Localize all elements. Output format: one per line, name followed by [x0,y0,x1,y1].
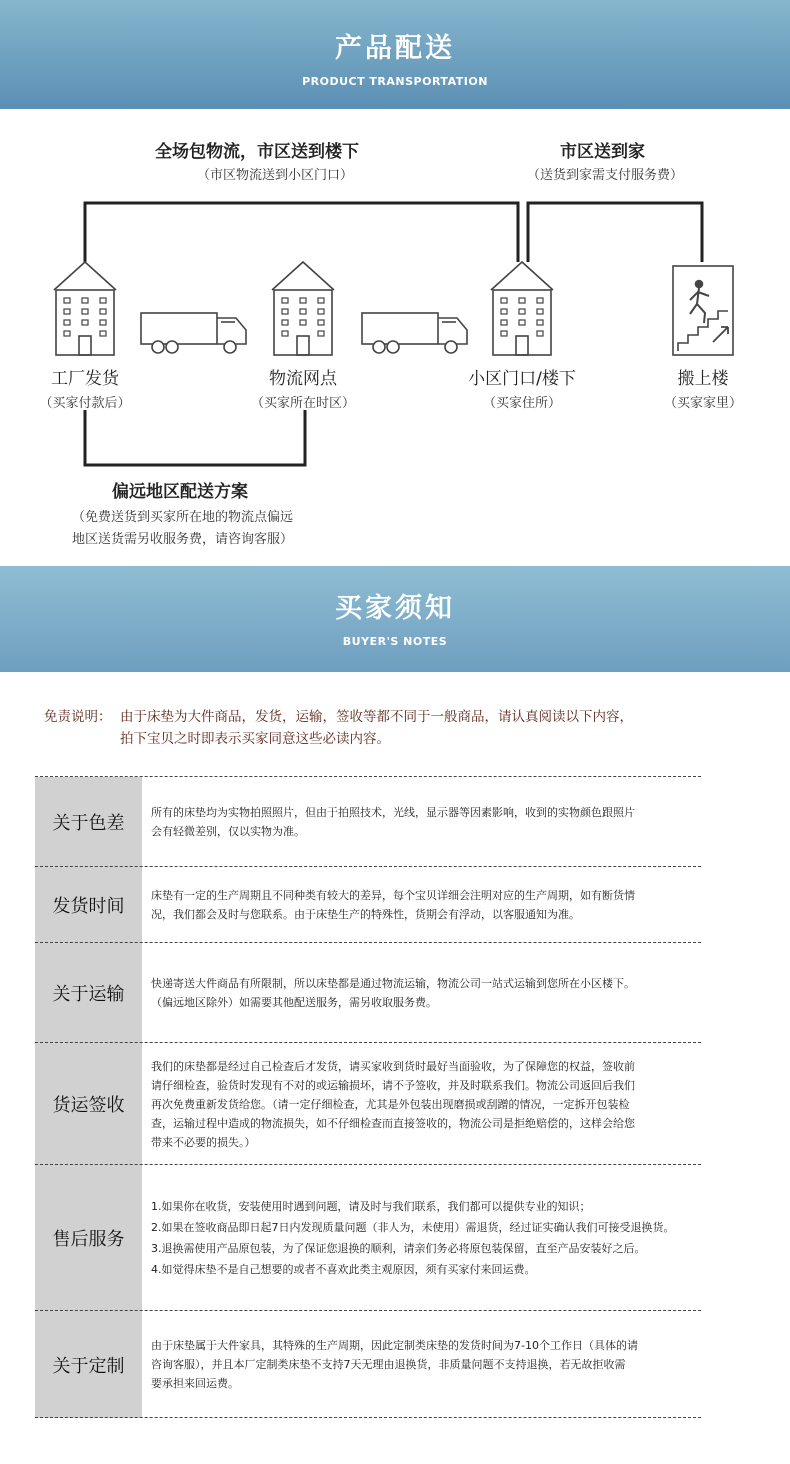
note-line: 所有的床垫均为实物拍照照片，但由于拍照技术，光线，显示器等因素影响，收到的实物颜色跟照片 [151,806,635,819]
disclaimer [44,706,633,750]
note-line: 带来不必要的损失。） [151,1135,256,1149]
home-delivery-note: （送货到家需支付服务费） [527,168,684,183]
note-line: 2.如果在签收商品即日起7日内发现质量问题（非人为，未使用）需退货，经过证实确认我们可接受退换货。 [151,1221,675,1234]
city-delivery-note: （市区物流送到小区门口） [197,168,354,183]
transport-node [442,364,602,411]
node-label: 工厂发货 [51,369,119,389]
truck-icon [362,313,467,353]
notes-bottom-divider [35,1417,701,1418]
node-label: 小区门口/楼下 [468,369,576,389]
transport-diagram [0,190,790,480]
note-text [151,1311,707,1418]
note-label: 发货时间 [35,867,142,943]
city-delivery-bracket [85,203,518,262]
remote-plan-title: 偏远地区配送方案 [112,482,248,502]
remote-note-line: 地区送货需另收服务费，请咨询客服） [72,532,294,547]
note-line: 1.如果你在收货，安装使用时遇到问题，请及时与我们联系，我们都可以提供专业的知识； [151,1200,591,1213]
remote-delivery-bracket [85,410,305,465]
remote-note-line: （免费送货到买家所在地的物流点偏远 [72,510,294,525]
note-line: 会有轻微差别，仅以实物为准。 [151,825,305,838]
node-label: 搬上楼 [677,369,729,389]
disclaimer-text: 拍下宝贝之时即表示买家同意这些必读内容。 [120,731,390,747]
note-line: 快递寄送大件商品有所限制，所以床垫都是通过物流运输，物流公司一站式运输到您所在小区楼下。 [151,977,635,990]
note-row-after-sales [35,1164,701,1311]
transport-node [623,364,783,411]
section-subtitle: PRODUCT TRANSPORTATION [302,75,488,88]
remote-plan-note [72,507,293,551]
note-label: 关于色差 [35,777,142,867]
section-title: 产品配送 [335,33,455,64]
truck-icon [141,313,246,353]
note-text [151,1165,707,1311]
note-line: 况，我们都会及时与您联系。由于床垫生产的特殊性，货期会有浮动，以客服通知为准。 [151,908,580,921]
note-line: 由于床垫属于大件家具，其特殊的生产周期，因此定制类床垫的发货时间为7-10个工作日（具体的请 [151,1339,638,1352]
note-text [151,943,707,1043]
note-label: 关于定制 [35,1311,142,1418]
home-delivery-title: 市区送到家 [560,142,645,162]
building-icon [491,262,553,355]
note-label: 货运签收 [35,1043,142,1165]
note-line: 查，运输过程中造成的物流损失，如不仔细检查而直接签收的，物流公司是拒绝赔偿的，这样会给您 [151,1116,635,1130]
note-line: 再次免费重新发货给您。（请一定仔细检查，尤其是外包装出现磨损或刮蹭的情况，一定拆开包装检 [151,1097,630,1111]
note-line: 要承担来回运费。 [151,1377,239,1390]
node-label: 物流网点 [269,369,337,389]
note-row-shipping-time [35,866,701,943]
note-line: 床垫有一定的生产周期且不同种类有较大的差异，每个宝贝详细会注明对应的生产周期，如有断货情 [151,889,635,902]
section-banner-buyer-notes [0,566,790,672]
building-icon [272,262,334,355]
building-icon [54,262,116,355]
note-label: 售后服务 [35,1165,142,1311]
disclaimer-label: 免责说明： [44,709,112,725]
transport-node [223,364,383,411]
note-line: 请仔细检查，验货时发现有不对的或运输损坏，请不予签收，并及时联系我们。物流公司返回后我们 [151,1078,635,1092]
section-subtitle: BUYER'S NOTES [342,635,448,648]
note-text [151,1043,707,1165]
node-sub: （买家住所） [482,396,561,411]
node-sub: （买家家里） [663,396,742,411]
note-line: （偏远地区除外）如需要其他配送服务，需另收取服务费。 [151,996,437,1009]
note-text [151,867,707,943]
note-line: 3.退换需使用产品原包装，为了保证您退换的顺利，请亲们务必将原包装保留，直至产品安装好之后。 [151,1242,646,1255]
stairs-icon [673,266,733,355]
note-row-transport [35,942,701,1043]
note-row-color [35,776,701,867]
note-line: 4.如觉得床垫不是自己想要的或者不喜欢此类主观原因，须有买家付来回运费。 [151,1263,536,1276]
disclaimer-text: 由于床垫为大件商品，发货，运输，签收等都不同于一般商品，请认真阅读以下内容， [120,709,633,725]
note-text [151,777,707,867]
node-sub: （买家付款后） [39,396,131,411]
note-row-receipt [35,1042,701,1165]
home-delivery-bracket [528,203,702,262]
node-sub: （买家所在时区） [250,396,355,411]
section-title: 买家须知 [335,593,455,624]
note-row-custom [35,1310,701,1418]
note-line: 咨询客服），并且本厂定制类床垫不支持7天无理由退换货，非质量问题不支持退换，若无故拒收需 [151,1358,626,1371]
note-line: 我们的床垫都是经过自己检查后才发货，请买家收到货时最好当面验收，为了保障您的权益，签收前 [151,1059,635,1073]
section-banner-product-transport [0,0,790,109]
note-label: 关于运输 [35,943,142,1043]
city-delivery-title: 全场包物流，市区送到楼下 [155,142,359,162]
transport-node [5,364,165,411]
